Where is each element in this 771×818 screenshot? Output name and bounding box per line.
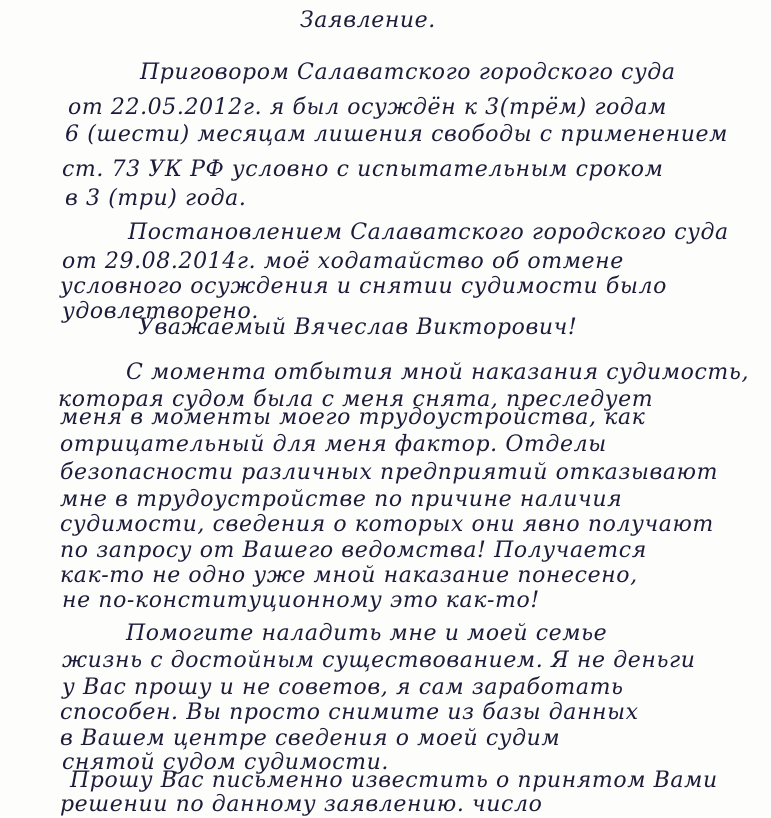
- letter-title: Заявление.: [300, 8, 436, 33]
- letter-salutation: Уважаемый Вячеслав Викторович!: [138, 315, 578, 340]
- letter-line: 6 (шести) месяцам лишения свободы с применением: [65, 122, 728, 147]
- letter-line: Помогите наладить мне и моей семье: [126, 621, 608, 646]
- letter-line: судимости, сведения о которых они явно получают: [60, 512, 714, 537]
- letter-line: от 22.05.2012г. я был осуждён к 3(трём) годам: [68, 95, 668, 120]
- letter-line: которая судом была с меня снята, преследует: [58, 387, 654, 412]
- letter-line: как-то не одно уже мной наказание понесено,: [60, 563, 638, 588]
- letter-line: Постановлением Салаватского городского суда: [128, 220, 729, 245]
- letter-line: отрицательный для меня фактор. Отделы: [60, 432, 607, 457]
- letter-line: мне в трудоустройстве по причине наличия: [60, 487, 623, 512]
- letter-line: Прошу Вас письменно известить о принятом Вами: [70, 768, 718, 793]
- letter-line: удовлетворено.: [62, 299, 259, 324]
- letter-line: решении по данному заявлению. число: [60, 792, 543, 817]
- letter-line: С момента отбытия мной наказания судимость,: [126, 360, 750, 385]
- letter-line: в 3 (три) года.: [65, 186, 247, 211]
- letter-line: Приговором Салаватского городского суда: [140, 60, 676, 85]
- letter-line: снятой судом судимости.: [62, 750, 389, 775]
- letter-line: условного осуждения и снятии судимости было: [60, 274, 667, 299]
- letter-line: не по-конституционному это как-то!: [62, 588, 540, 613]
- letter-line: у Вас прошу и не советов, я сам заработать: [62, 675, 624, 700]
- letter-line: ст. 73 УК РФ условно с испытательным сроком: [62, 157, 664, 182]
- letter-line: жизнь с достойным существованием. Я не деньги: [62, 648, 696, 673]
- letter-line: безопасности различных предприятий отказывают: [60, 460, 719, 485]
- letter-line: в Вашем центре сведения о моей судим: [60, 726, 561, 751]
- letter-line: от 29.08.2014г. моё ходатайство об отмене: [62, 249, 624, 274]
- letter-line: меня в моменты моего трудоустройства, как: [60, 405, 646, 430]
- letter-line: по запросу от Вашего ведомства! Получается: [60, 538, 647, 563]
- letter-line: способен. Вы просто снимите из базы данных: [60, 700, 639, 725]
